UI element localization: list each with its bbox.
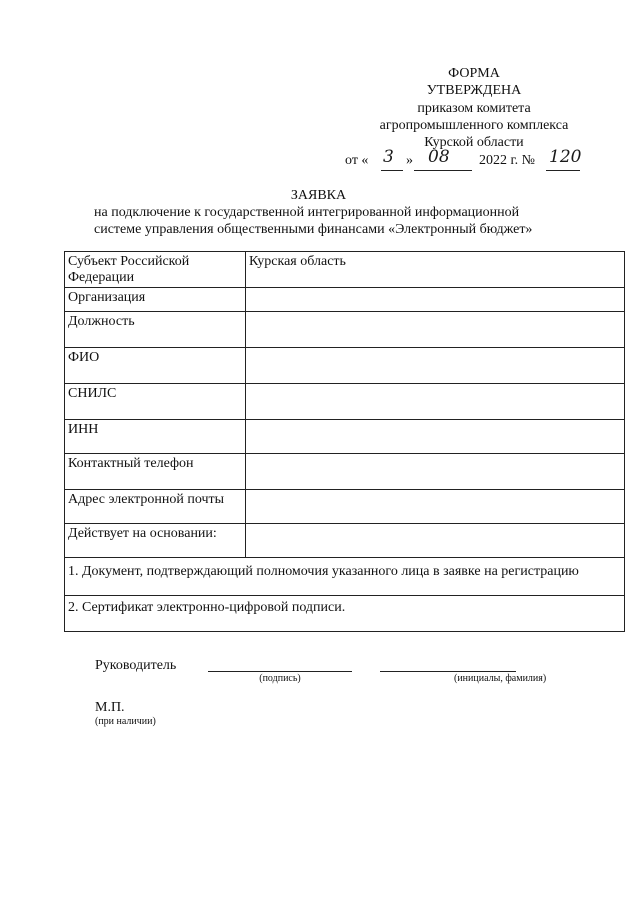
title-heading: ЗАЯВКА — [290, 188, 347, 203]
row-value — [246, 348, 625, 384]
title-line-2: системе управления общественными финансами «Электронный бюджет» — [94, 222, 533, 237]
stamp-note: (при наличии) — [95, 716, 156, 727]
row-value — [246, 454, 625, 490]
table-row-attachment — [65, 558, 625, 596]
name-caption: (инициалы, фамилия) — [454, 673, 547, 684]
row-value — [246, 420, 625, 454]
table-row — [65, 252, 625, 288]
application-form-table — [64, 251, 625, 632]
signature-caption: (подпись) — [259, 673, 301, 684]
row-label: ИНН — [65, 420, 246, 454]
row-value — [246, 312, 625, 348]
date-mid: » — [406, 153, 413, 168]
date-prefix: от « — [345, 153, 369, 168]
row-label: СНИЛС — [65, 384, 246, 420]
row-value — [246, 384, 625, 420]
approval-committee-text: агропромышленного комплекса — [379, 118, 569, 133]
row-value: Курская область — [246, 252, 625, 288]
stamp-label: М.П. — [95, 700, 125, 715]
table-row — [65, 312, 625, 348]
row-label: ФИО — [65, 348, 246, 384]
signature-label: Руководитель — [95, 658, 177, 673]
table-row — [65, 420, 625, 454]
row-value — [246, 524, 625, 558]
date-year-text: 2022 г. № — [479, 153, 536, 168]
attachment-item-2: 2. Сертификат электронно-цифровой подписи. — [65, 596, 625, 632]
row-label: Контактный телефон — [65, 454, 246, 490]
table-row — [65, 348, 625, 384]
row-label: Действует на основании: — [65, 524, 246, 558]
table-row — [65, 384, 625, 420]
table-row — [65, 288, 625, 312]
row-label: Адрес электронной почты — [65, 490, 246, 524]
table-row — [65, 454, 625, 490]
approval-approved-label: УТВЕРЖДЕНА — [426, 83, 522, 98]
table-row — [65, 490, 625, 524]
date-day-handwritten: 3 — [383, 147, 394, 167]
title-line-1: на подключение к государственной интегрированной информационной — [94, 205, 520, 220]
attachment-item-1: 1. Документ, подтверждающий полномочия указанного лица в заявке на регистрацию — [65, 558, 625, 596]
table-row-attachment — [65, 596, 625, 632]
row-value — [246, 490, 625, 524]
approval-order-text: приказом комитета — [417, 101, 531, 116]
order-number-handwritten: 120 — [549, 147, 582, 167]
name-line — [380, 671, 516, 672]
table-row — [65, 524, 625, 558]
date-month-handwritten: 08 — [428, 147, 450, 167]
approval-form-label: ФОРМА — [448, 66, 500, 81]
row-label: Должность — [65, 312, 246, 348]
row-label: Субъект Российской Федерации — [65, 252, 246, 288]
signature-line — [208, 671, 352, 672]
row-label: Организация — [65, 288, 246, 312]
approval-region-text: Курской области — [424, 135, 524, 150]
row-value — [246, 288, 625, 312]
